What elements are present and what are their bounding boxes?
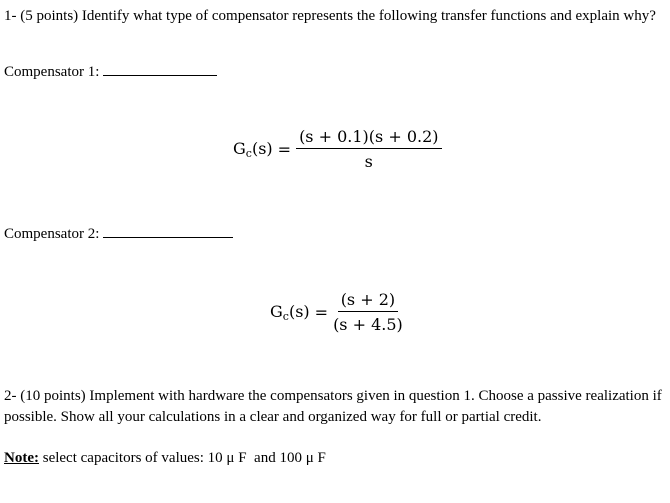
compensator-2-answer-blank[interactable] bbox=[103, 224, 233, 238]
note-label: Note: bbox=[4, 450, 39, 466]
equals-sign: = bbox=[314, 302, 329, 322]
compensator-2-denominator: (s + 4.5) bbox=[333, 315, 403, 334]
equals-sign: = bbox=[277, 139, 292, 159]
compensator-2-fraction bbox=[333, 290, 403, 334]
question-2-text: 2- (10 points) Implement with hardware the compensators given in question 1. Choose a passive realization if possible. Show all your calculations in a clear and organized way for full or partial credit. bbox=[4, 388, 662, 425]
compensator-1-equation bbox=[233, 127, 442, 171]
compensator-1-label: Compensator 1: bbox=[4, 64, 100, 80]
compensator-1-denominator: s bbox=[364, 152, 373, 171]
compensator-2-row bbox=[4, 224, 233, 243]
compensator-1-lhs: $G_c(s)$ bbox=[233, 138, 273, 160]
question-1-text: 1- (5 points) Identify what type of compensator represents the following transfer functions and explain why? bbox=[4, 8, 656, 24]
compensator-2-label: Compensator 2: bbox=[4, 226, 100, 242]
compensator-2-lhs: $G_c(s)$ bbox=[270, 301, 310, 323]
note-line bbox=[4, 450, 326, 467]
compensator-1-fraction bbox=[296, 127, 441, 171]
compensator-2-numerator: (s + 2) bbox=[338, 290, 398, 312]
note-text: select capacitors of values: 10 μ F and 100 μ F bbox=[38, 450, 326, 466]
compensator-2-equation bbox=[270, 290, 403, 334]
compensator-1-row bbox=[4, 62, 217, 81]
compensator-1-numerator: (s + 0.1)(s + 0.2) bbox=[296, 127, 441, 149]
compensator-1-answer-blank[interactable] bbox=[103, 62, 217, 76]
